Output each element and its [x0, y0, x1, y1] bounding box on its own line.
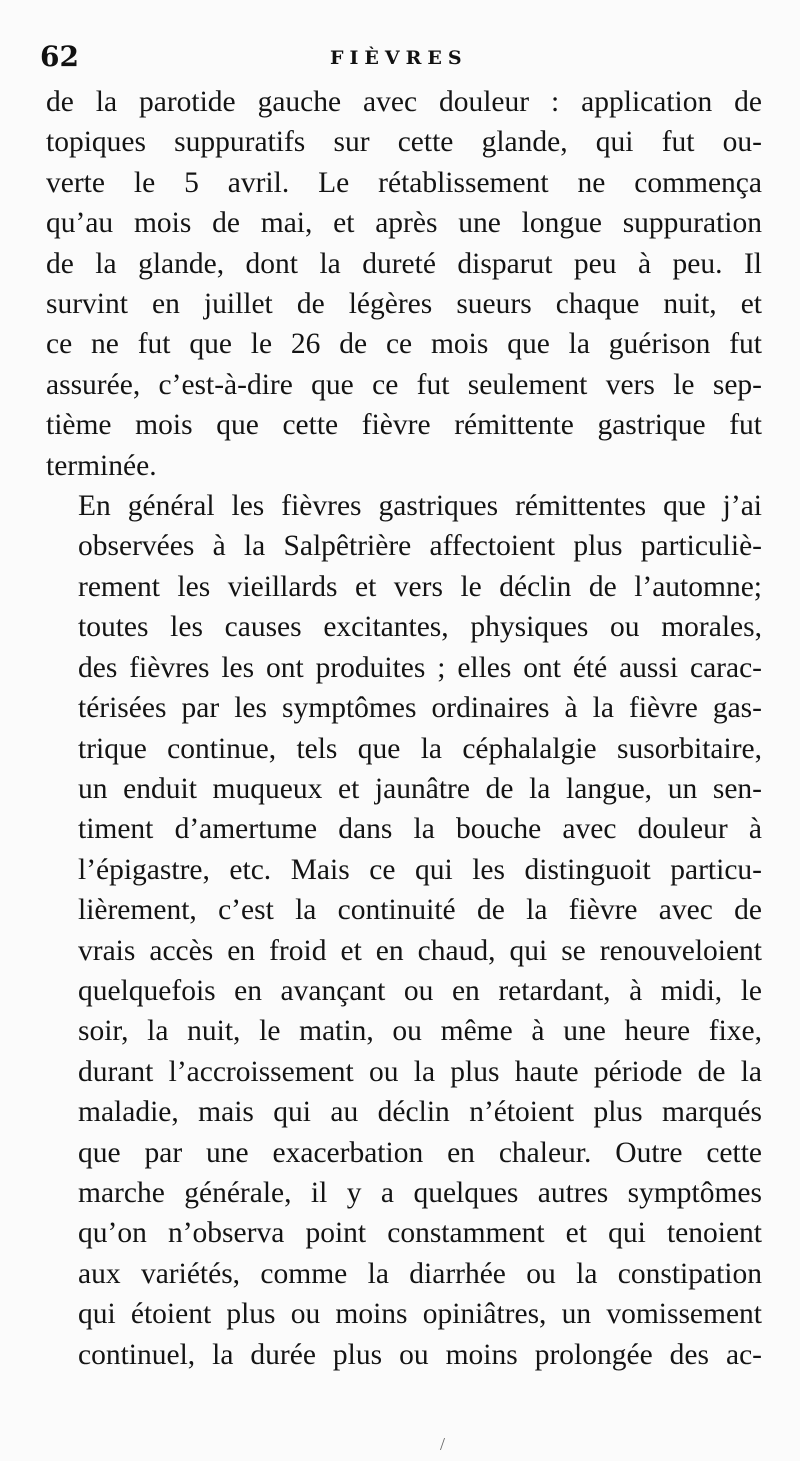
body-text	[46, 82, 762, 1375]
text-line: que par une exacerbation en chaleur. Outre cette	[78, 1136, 762, 1169]
text-line: trique continue, tels que la céphalalgie susorbitaire,	[78, 732, 762, 765]
text-line: verte le 5 avril. Le rétablissement ne commença	[46, 166, 762, 199]
text-line: terminée.	[46, 449, 157, 482]
text-line: soir, la nuit, le matin, ou même à une heure fixe,	[78, 1015, 762, 1048]
text-line: rement les vieillards et vers le déclin de l’automne;	[78, 570, 762, 603]
text-line: marche générale, il y a quelques autres symptômes	[78, 1176, 762, 1209]
text-line: des fièvres les ont produites ; elles ont été aussi carac-	[78, 651, 762, 684]
text-line: topiques suppuratifs sur cette glande, qui fut ou-	[46, 126, 762, 159]
text-line: l’épigastre, etc. Mais ce qui les distinguoit particu-	[78, 853, 762, 886]
text-line: qu’au mois de mai, et après une longue suppuration	[46, 207, 762, 240]
text-line: continuel, la durée plus ou moins prolongée des ac-	[78, 1338, 762, 1371]
text-line: de la glande, dont la dureté disparut peu à peu. Il	[46, 247, 762, 280]
text-line: durant l’accroissement ou la plus haute période de la	[78, 1055, 762, 1088]
text-line: toutes les causes excitantes, physiques ou morales,	[78, 611, 762, 644]
text-line: un enduit muqueux et jaunâtre de la langue, un sen-	[78, 772, 762, 805]
text-line: qui étoient plus ou moins opiniâtres, un vomissement	[78, 1298, 762, 1331]
text-line: térisées par les symptômes ordinaires à la fièvre gas-	[78, 692, 762, 725]
running-head	[40, 40, 760, 80]
text-line: qu’on n’observa point constamment et qui tenoient	[78, 1217, 762, 1250]
text-line: maladie, mais qui au déclin n’étoient plus marqués	[78, 1096, 762, 1129]
text-line: timent d’amertume dans la bouche avec douleur à	[78, 813, 762, 846]
paragraph-continuation	[46, 82, 762, 486]
text-line: ce ne fut que le 26 de ce mois que la guérison fut	[46, 328, 762, 361]
text-line: de la parotide gauche avec douleur : application de	[46, 86, 762, 118]
running-title: FIÈVRES	[330, 47, 468, 69]
text-line: assurée, c’est-à-dire que ce fut seulement vers le sep-	[46, 368, 762, 401]
text-line: aux variétés, comme la diarrhée ou la constipation	[78, 1257, 762, 1290]
text-line: survint en juillet de légères sueurs chaque nuit, et	[46, 288, 762, 321]
paragraph-main	[46, 486, 762, 1375]
page-number: 62	[40, 40, 79, 73]
text-line: tième mois que cette fièvre rémittente gastrique fut	[46, 409, 762, 442]
text-line: quelquefois en avançant ou en retardant, à midi, le	[78, 974, 762, 1007]
text-line: observées à la Salpêtrière affectoient plus particuliè-	[78, 530, 762, 563]
bottom-mark: /	[440, 1434, 446, 1454]
text-line: En général les fièvres gastriques rémittentes que j’ai	[78, 490, 762, 523]
text-line: vrais accès en froid et en chaud, qui se renouveloient	[78, 934, 762, 967]
text-line: lièrement, c’est la continuité de la fièvre avec de	[78, 894, 762, 927]
